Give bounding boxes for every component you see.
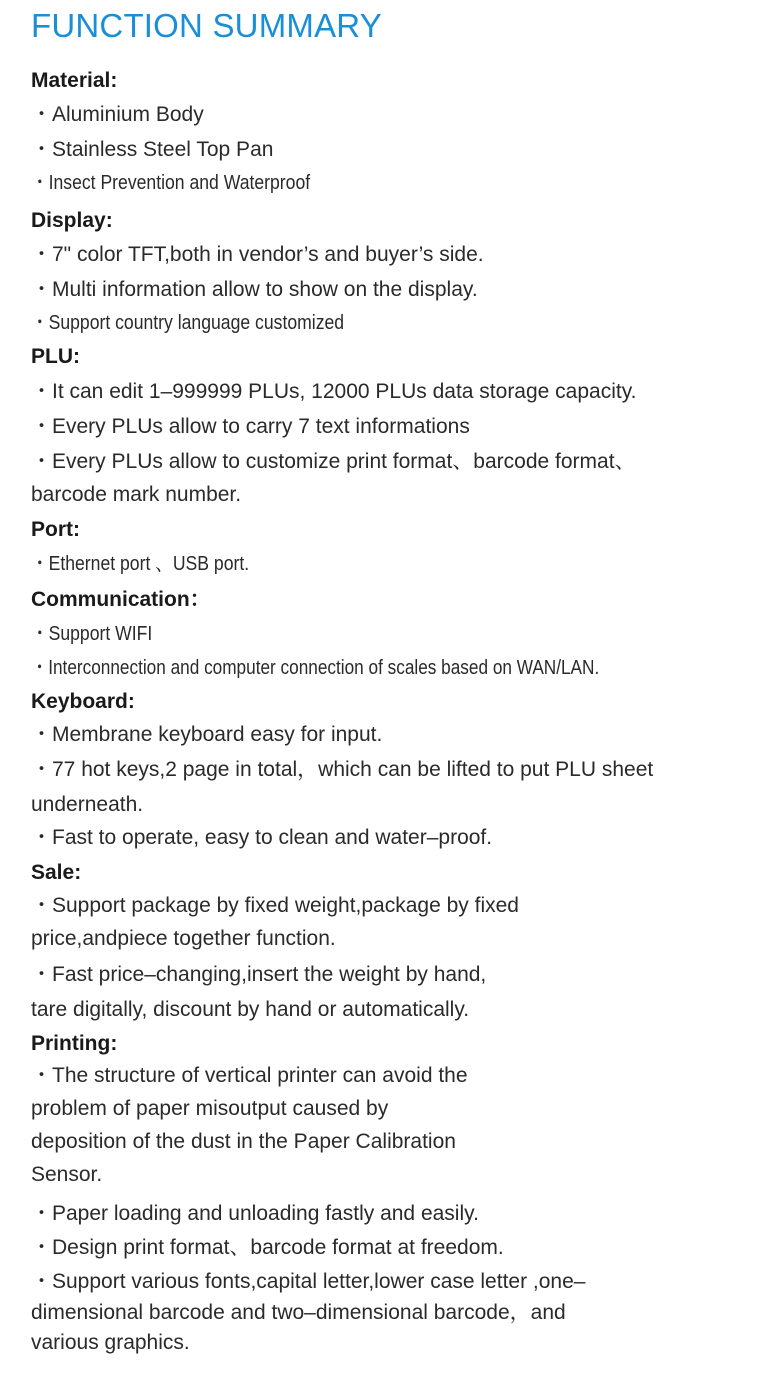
section-heading-keyboard: Keyboard: xyxy=(31,690,135,713)
plu-item: ・Every PLUs allow to customize print format、barcode format、 xyxy=(31,450,636,473)
sale-item: ・Fast price–changing,insert the weight by hand, xyxy=(31,963,487,986)
material-item: ・Aluminium Body xyxy=(31,103,204,126)
page-title: FUNCTION SUMMARY xyxy=(31,7,382,44)
keyboard-item: ・Fast to operate, easy to clean and water–proof. xyxy=(31,826,493,849)
plu-item: ・It can edit 1–999999 PLUs, 12000 PLUs data storage capacity. xyxy=(31,380,637,403)
keyboard-item: ・77 hot keys,2 page in total，which can be lifted to put PLU sheet xyxy=(31,758,654,781)
printing-item: ・Paper loading and unloading fastly and easily. xyxy=(31,1202,479,1225)
section-heading-material: Material: xyxy=(31,69,118,92)
printing-item: various graphics. xyxy=(31,1331,190,1354)
printing-item: dimensional barcode and two–dimensional barcode，and xyxy=(31,1301,566,1324)
printing-item: ・Support various fonts,capital letter,lower case letter ,one– xyxy=(31,1270,586,1293)
port-item: ・Ethernet port 、USB port. xyxy=(31,553,250,575)
keyboard-item: ・Membrane keyboard easy for input. xyxy=(31,723,383,746)
section-heading-printing: Printing: xyxy=(31,1032,118,1055)
communication-item: ・Interconnection and computer connection of scales based on WAN/LAN. xyxy=(31,657,600,679)
printing-item: ・The structure of vertical printer can avoid the xyxy=(31,1064,468,1087)
section-heading-sale: Sale: xyxy=(31,861,82,884)
display-item: ・7" color TFT,both in vendor’s and buyer’s side. xyxy=(31,243,484,266)
plu-item: ・Every PLUs allow to carry 7 text informations xyxy=(31,415,470,438)
material-item: ・Stainless Steel Top Pan xyxy=(31,138,274,161)
section-heading-display: Display: xyxy=(31,209,113,232)
sale-item: tare digitally, discount by hand or automatically. xyxy=(31,998,470,1021)
printing-item: ・Design print format、barcode format at freedom. xyxy=(31,1236,504,1259)
material-item: ・Insect Prevention and Waterproof xyxy=(31,172,311,194)
section-heading-communication: Communication： xyxy=(31,588,211,611)
display-item: ・Support country language customized xyxy=(31,312,345,334)
plu-item: barcode mark number. xyxy=(31,483,242,506)
keyboard-item: underneath. xyxy=(31,793,144,816)
printing-item: deposition of the dust in the Paper Calibration xyxy=(31,1130,456,1153)
sale-item: price,andpiece together function. xyxy=(31,927,336,950)
section-heading-plu: PLU: xyxy=(31,345,80,368)
sale-item: ・Support package by fixed weight,package by fixed xyxy=(31,894,519,917)
communication-item: ・Support WIFI xyxy=(31,623,153,645)
section-heading-port: Port: xyxy=(31,518,80,541)
printing-item: problem of paper misoutput caused by xyxy=(31,1097,389,1120)
printing-item: Sensor. xyxy=(31,1163,103,1186)
display-item: ・Multi information allow to show on the display. xyxy=(31,278,478,301)
